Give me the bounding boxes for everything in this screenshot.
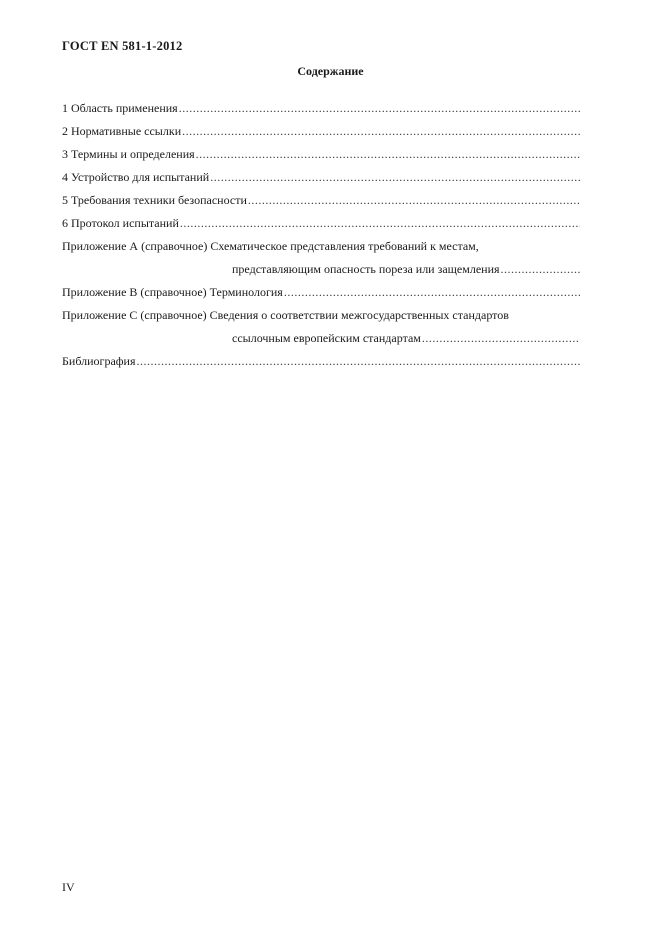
toc-entry-text: 3 Термины и определения	[62, 147, 195, 161]
dot-leader	[196, 147, 580, 162]
dot-leader	[284, 285, 580, 300]
toc-entry-text: ссылочным европейским стандартам	[232, 331, 421, 345]
toc-entry-annex-c-line1[interactable]	[62, 308, 580, 323]
standard-code: ГОСТ EN 581-1-2012	[62, 39, 183, 53]
toc-entry-annex-a-line1[interactable]	[62, 239, 580, 254]
toc-entry-text: Приложение А (справочное) Схематическое представления требований к местам,	[62, 239, 479, 253]
toc-entry-text: представляющим опасность пореза или защемления	[232, 262, 500, 276]
toc-entry-text: 5 Требования техники безопасности	[62, 193, 247, 207]
toc-title: Содержание	[297, 64, 364, 78]
toc-entry-annex-a-line2[interactable]	[62, 262, 580, 277]
toc-entry-bibliography[interactable]	[62, 354, 580, 369]
toc-entry-normative-references[interactable]	[62, 124, 580, 139]
dot-leader	[182, 124, 580, 139]
dot-leader	[248, 193, 580, 208]
dot-leader	[137, 354, 581, 369]
page-number: IV	[62, 880, 75, 894]
toc-entry-text: 2 Нормативные ссылки	[62, 124, 182, 138]
toc-entry-text: Приложение С (справочное) Сведения о соответствии межгосударственных стандартов	[62, 308, 509, 322]
dot-leader	[422, 331, 580, 346]
toc-entry-test-device[interactable]	[62, 170, 580, 185]
toc-entry-text: Библиография	[62, 354, 136, 368]
toc-entry-text: 6 Протокол испытаний	[62, 216, 179, 230]
toc-entry-annex-c-line2[interactable]	[62, 331, 580, 346]
toc-entry-text: 4 Устройство для испытаний	[62, 170, 210, 184]
dot-leader	[180, 216, 580, 231]
toc-entry-text: Приложение В (справочное) Терминология	[62, 285, 283, 299]
toc-entry-annex-b[interactable]	[62, 285, 580, 300]
toc-entry-test-report[interactable]	[62, 216, 580, 231]
dot-leader	[179, 101, 580, 116]
toc-entry-terms-definitions[interactable]	[62, 147, 580, 162]
dot-leader	[501, 262, 580, 277]
toc-entry-scope[interactable]	[62, 101, 580, 116]
table-of-contents	[62, 101, 580, 377]
dot-leader	[210, 170, 580, 185]
toc-entry-text: 1 Область применения	[62, 101, 178, 115]
toc-entry-safety-requirements[interactable]	[62, 193, 580, 208]
